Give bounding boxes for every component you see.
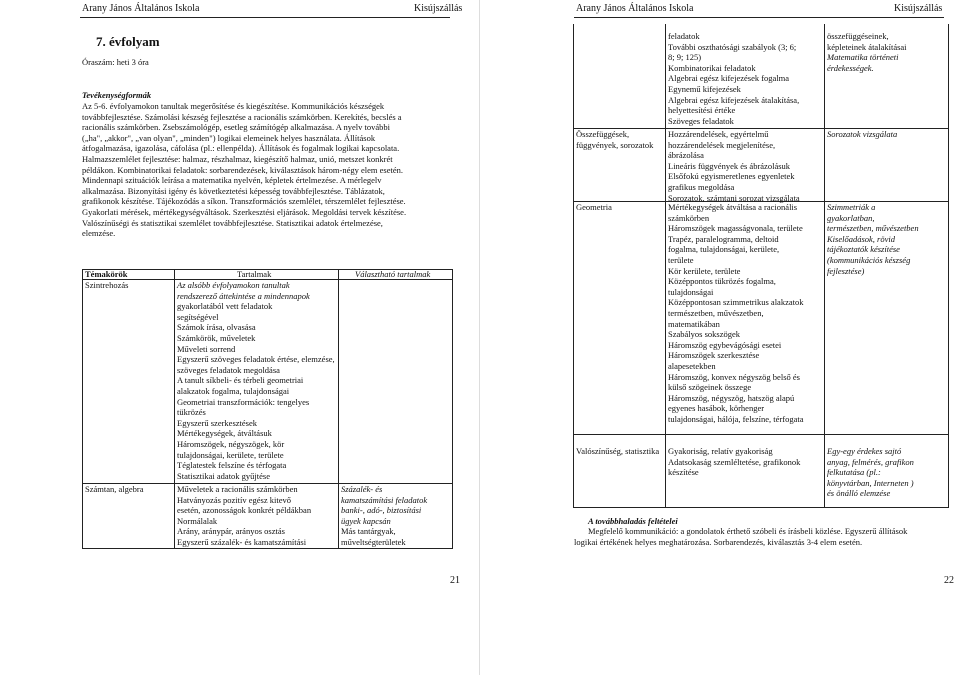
paragraph-line: („ha", „akkor", „van olyan", „minden") logikai elemeinek helyes használata. Állítások xyxy=(82,132,376,143)
row-content: feladatok További oszthatósági szabályok (3; 6; 8; 9; 125) Kombinatorikai feladatok Algebrai egész kifejezések fogalma Egynemű kifejezések Algebrai egész kifejezések átalakítása, helyettesítési értéke Szöveges feladatok xyxy=(668,31,800,126)
row-topic: Összefüggések, függvények, sorozatok xyxy=(576,129,654,150)
row-content: Az alsóbb évfolyamokon tanultak rendszerező áttekintése a mindennapok gyakorlatából vett feladatok segítségével Számok írása, olvasása Számkörök, műveletek Műveleti sorrend Egyszerű szöveges feladatok értése, elemzése, szöveges feladatok megoldása A tanult síkbeli- és térbeli geometriai alakzatok fogalma, tulajdonságai Geometriai transzformációk: tengelyes tükrözés Egyszerű szerkesztések Mértékegységek, átváltásuk Háromszögek, négyszögek, kör tulajdonságai, kerülete, területe Téglatestek felszíne és térfogata Statisztikai adatok gyűjtése xyxy=(177,280,335,481)
paragraph-line: Valószínűségi és statisztikai szemlélet továbbfejlesztése. Statisztikai adatok értelmezése, xyxy=(82,217,383,228)
grade-title: 7. évfolyam xyxy=(96,34,160,49)
conditions-title: A továbbhaladás feltételei xyxy=(588,516,678,526)
section-title: Tevékenységformák xyxy=(82,90,152,100)
conditions-text: Megfelelő kommunikáció: a gondolatok érthető szóbeli és írásbeli közlése. Egyszerű állítások logikai értékének helyes meghatározása. Sorbarendezés, kiválasztás 3-4 elem esetén. xyxy=(574,526,908,547)
row-topic: Geometria xyxy=(576,202,612,212)
paragraph-line: grafikonok készítése. Tájékozódás a síkon. Transzformációs szemlélet, térszemlélet fejlesztése. xyxy=(82,196,406,207)
row-topic: Valószínűség, statisztika xyxy=(576,446,660,456)
row-content: Gyakoriság, relatív gyakoriság Adatsokaság szemléltetése, grafikonok készítése xyxy=(668,446,801,478)
paragraph-line: elemzése. xyxy=(82,228,116,239)
hours-line: Óraszám: heti 3 óra xyxy=(82,57,149,67)
header-rule xyxy=(80,17,450,18)
header-rule xyxy=(574,17,944,18)
row-optional: Szimmetriák a gyakorlatban, természetben, művészetben Kiselőadások, rövid tájékoztatók készítése (kommunikációs készség fejlesztése) xyxy=(827,202,919,276)
header-school: Arany János Általános Iskola xyxy=(82,3,200,14)
table-header-optional: Választható tartalmak xyxy=(355,269,431,279)
row-content: Hozzárendelések, egyértelmű hozzárendelések megjelenítése, ábrázolása Lineáris függvények és ábrázolásuk Elsőfokú egyismeretlenes egyenletek grafikus megoldása Sorozatok, számtani sorozat vizsgálata xyxy=(668,129,800,203)
row-optional: Sorozatok vizsgálata xyxy=(827,129,898,139)
header-city: Kisújszállás xyxy=(414,3,463,14)
paragraph-line: Gyakorlati mérések, mértékegységváltások. Szerkesztési eljárások. Megoldási tervek készítése. xyxy=(82,206,407,217)
page-number-left: 21 xyxy=(450,575,460,586)
row-optional: összefüggéseinek, képleteinek átalakításai Matematika történeti érdekességek. xyxy=(827,31,907,73)
table-header-contents: Tartalmak xyxy=(237,269,272,279)
row-optional: Egy-egy érdekes sajtó anyag, felmérés, grafikon felkutatása (pl.: könyvtárban, Interneten ) és önálló elemzése xyxy=(827,446,914,499)
paragraph-line: példákon. Kombinatorikai feladatok: sorbarendezések, kiválasztások három-négy elem esetén. xyxy=(82,164,403,175)
paragraph-line: Mindennapi szituációk leírása a matematika nyelvén, képletek értelmezése. A mérlegelv xyxy=(82,175,382,186)
row-topic: Szintrehozás xyxy=(85,280,129,290)
paragraph-line: racionális számkörben. Zsebszámológép, esetleg számítógép alkalmazása. A nyelv további xyxy=(82,122,391,133)
row-content: Mértékegységek átváltása a racionális számkörben Háromszögek magasságvonala, területe Trapéz, paralelogramma, deltoid fogalma, tulajdonságai, kerülete, területe Kör kerülete, területe Középpontos tükrözés fogalma, tulajdonságai Középpontosan szimmetrikus alakzatok természetben, művészetben, matematikában Szabályos sokszögek Háromszög egybevágósági esetei Háromszögek szerkesztése alapesetekben Háromszög, konvex négyszög belső és külső szögeinek összege Háromszög, négyszög, hatszög alapú egyenes hasábok, körhenger tulajdonságai, hálója, felszíne, térfogata xyxy=(668,202,804,424)
paragraph-line: átfogalmazása, igazolása, cáfolása (pl.: ellenpélda). Állítások és fogalmak logikai kapcsolata. xyxy=(82,143,400,154)
paragraph-line: Halmazszemlélet fejlesztése: halmaz, részhalmaz, kiegészítő halmaz, unió, metszet konkrét xyxy=(82,153,393,164)
header-city: Kisújszállás xyxy=(894,3,943,14)
header-school: Arany János Általános Iskola xyxy=(576,3,694,14)
activity-paragraph xyxy=(82,101,452,239)
paragraph-line: továbbfejlesztése. Számolási készség fejlesztése a racionális számkörben. Kerekítés, becslés a xyxy=(82,111,402,122)
row-content: Műveletek a racionális számkörben Hatványozás pozitív egész kitevő esetén, azonosságok konkrét példákban Normálalak Arány, aránypár, arányos osztás Egyszerű százalék- és kamatszámítási xyxy=(177,484,312,547)
row-optional: Százalék- és kamatszámítási feladatok banki-, adó-, biztosítási ügyek kapcsán Más tantárgyak, műveltségterületek xyxy=(341,484,428,547)
row-topic: Számtan, algebra xyxy=(85,484,144,494)
paragraph-line: Az 5-6. évfolyamokon tanultak megerősítése és kiegészítése. Kommunikációs készségek xyxy=(82,101,385,111)
table-header-topics: Témakörök xyxy=(85,269,128,279)
page-right xyxy=(480,0,960,675)
page-number-right: 22 xyxy=(944,575,954,586)
paragraph-line: alkalmazása. Bizonyítási igény és következtetési képesség továbbfejlesztése. Táblázatok, xyxy=(82,185,385,196)
